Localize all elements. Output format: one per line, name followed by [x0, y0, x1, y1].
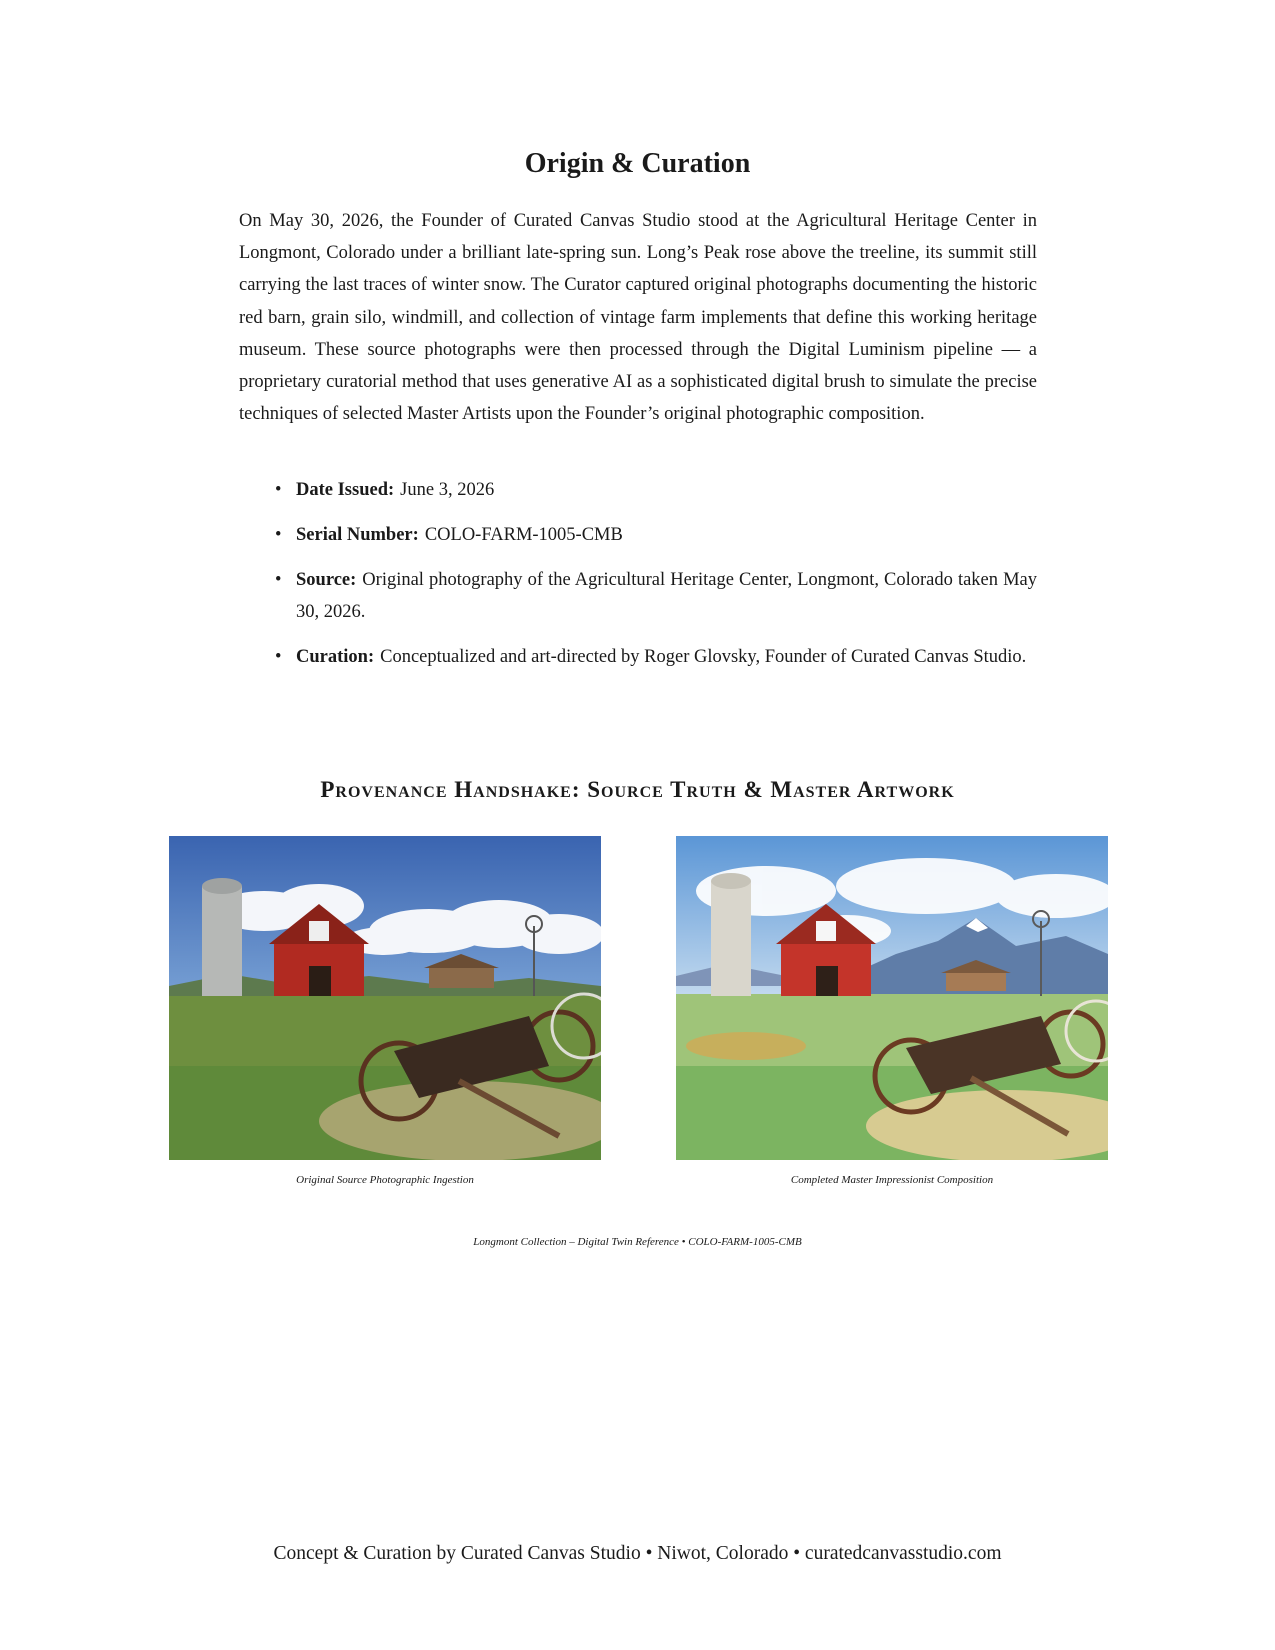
- bullet-icon: •: [275, 480, 282, 500]
- handshake-title: Provenance Handshake: Source Truth & Master Artwork: [320, 777, 955, 802]
- collection-reference: Longmont Collection – Digital Twin Reference • COLO-FARM-1005-CMB: [473, 1236, 802, 1248]
- master-artwork: [676, 836, 1108, 1160]
- detail-label: Source:: [296, 570, 357, 590]
- source-figure: [169, 836, 601, 1186]
- detail-value: June 3, 2026: [400, 480, 495, 500]
- detail-label: Curation:: [296, 647, 375, 667]
- master-figure: [676, 836, 1108, 1186]
- master-caption: Completed Master Impressionist Composition: [790, 1174, 994, 1186]
- bullet-icon: •: [275, 525, 282, 545]
- page-title: Origin & Curation: [524, 148, 751, 179]
- detail-item-date-issued: [239, 474, 1037, 506]
- detail-list: [239, 474, 1037, 686]
- detail-value: COLO-FARM-1005-CMB: [424, 525, 623, 545]
- source-caption: Original Source Photographic Ingestion: [296, 1174, 474, 1186]
- detail-value: Original photography of the Agricultural Heritage Center, Longmont, Colorado taken May 30, 2026.: [296, 570, 1037, 622]
- detail-label: Serial Number:: [296, 525, 419, 545]
- detail-value: Conceptualized and art-directed by Roger Glovsky, Founder of Curated Canvas Studio.: [380, 647, 1027, 667]
- source-photo: [169, 836, 601, 1160]
- detail-label: Date Issued:: [296, 480, 395, 500]
- detail-item-curation: [239, 641, 1037, 673]
- bullet-icon: •: [275, 647, 282, 667]
- detail-item-serial-number: [239, 519, 1037, 551]
- detail-item-source: [239, 564, 1037, 628]
- page-footer: Concept & Curation by Curated Canvas Studio • Niwot, Colorado • curatedcanvasstudio.com: [273, 1543, 1002, 1564]
- intro-paragraph: On May 30, 2026, the Founder of Curated Canvas Studio stood at the Agricultural Heritage Center in Longmont, Colorado under a brilliant late-spring sun. Long’s Peak rose above the treeline, its summit still carrying the last traces of winter snow. The Curator captured original photographs documenting the historic red barn, grain silo, windmill, and collection of vintage farm implements that define this working heritage museum. These source photographs were then processed through the Digital Luminism pipeline — a proprietary curatorial method that uses generative AI as a sophisticated digital brush to simulate the precise techniques of selected Master Artists upon the Founder’s original photographic composition.: [239, 211, 1037, 425]
- bullet-icon: •: [275, 570, 282, 590]
